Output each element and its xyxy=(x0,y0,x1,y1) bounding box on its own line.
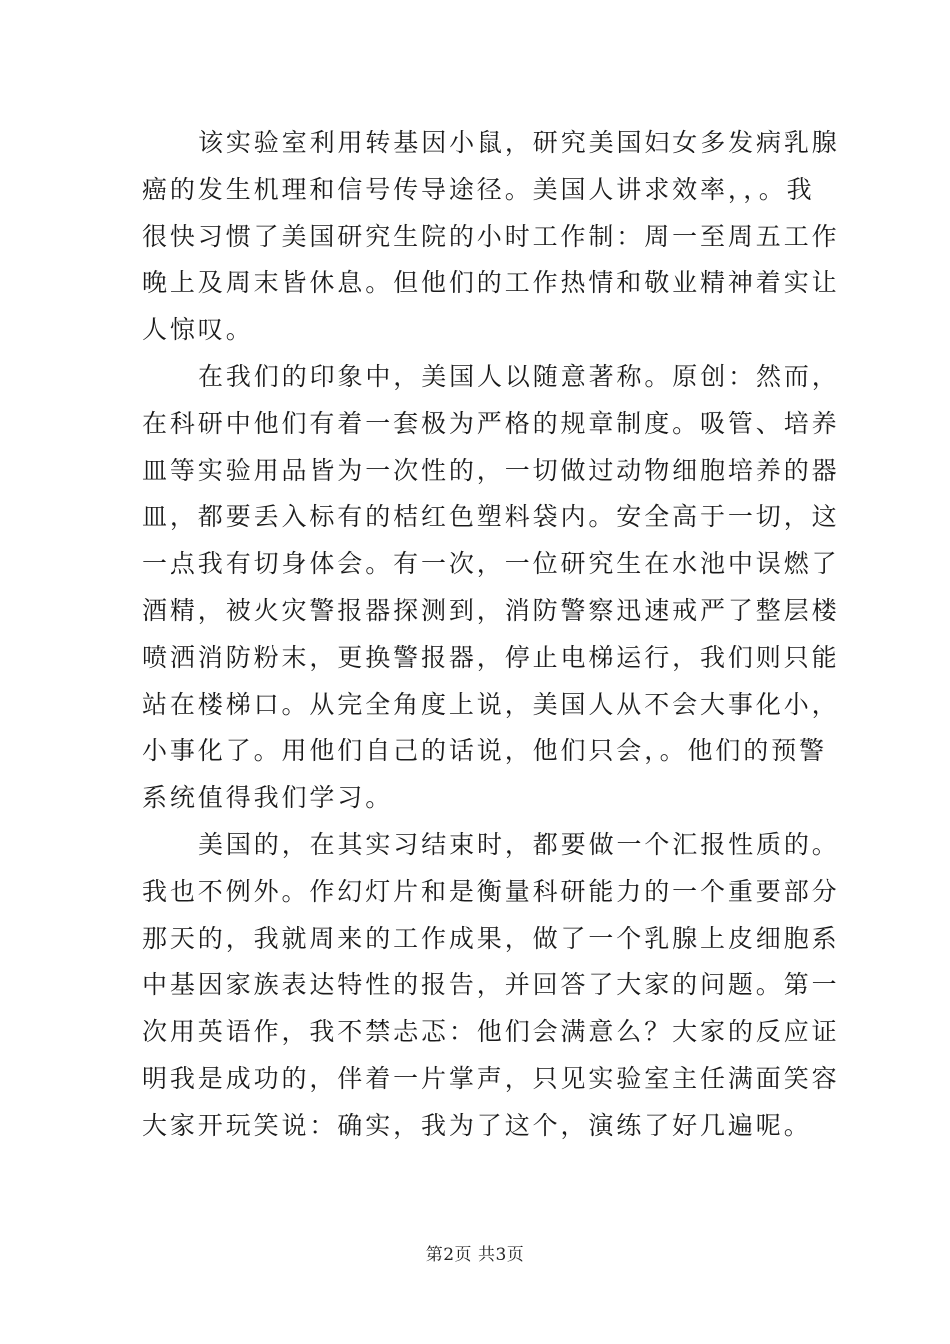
text-line: 那天的，我就周来的工作成果，做了一个乳腺上皮细胞系 xyxy=(142,923,840,953)
text-line: 一点我有切身体会。有一次，一位研究生在水池中误燃了 xyxy=(142,549,840,579)
text-line: 我也不例外。作幻灯片和是衡量科研能力的一个重要部分 xyxy=(142,876,840,906)
text-line: 癌的发生机理和信号传导途径。美国人讲求效率，，。我 xyxy=(142,174,815,204)
page-number-footer: 第2页 共3页 xyxy=(425,1245,525,1265)
text-line: 该实验室利用转基因小鼠，研究美国妇女多发病乳腺 xyxy=(198,128,840,157)
text-line: 晚上及周末皆休息。但他们的工作热情和敬业精神着实让 xyxy=(142,268,840,298)
text-line: 酒精，被火灾警报器探测到，消防警察迅速戒严了整层楼 xyxy=(142,595,840,625)
text-line: 皿，都要丢入标有的桔红色塑料袋内。安全高于一切，这 xyxy=(142,502,840,532)
text-line: 皿等实验用品皆为一次性的，一切做过动物细胞培养的器 xyxy=(142,455,840,485)
text-line: 人惊叹。 xyxy=(142,315,254,345)
text-line: 大家开玩笑说：确实，我为了这个，演练了好几遍呢。 xyxy=(142,1110,812,1140)
text-line: 在科研中他们有着一套极为严格的规章制度。吸管、培养 xyxy=(142,408,840,438)
text-line: 系统值得我们学习。 xyxy=(142,783,394,813)
document-body xyxy=(142,120,840,1150)
text-line: 喷洒消防粉末，更换警报器，停止电梯运行，我们则只能 xyxy=(142,642,840,672)
text-line: 次用英语作，我不禁忐忑：他们会满意么？大家的反应证 xyxy=(142,1017,840,1047)
text-line: 明我是成功的，伴着一片掌声，只见实验室主任满面笑容 xyxy=(142,1063,840,1093)
text-line: 站在楼梯口。从完全角度上说，美国人从不会大事化小， xyxy=(142,689,840,719)
text-line: 美国的，在其实习结束时，都要做一个汇报性质的。 xyxy=(198,829,840,859)
text-line: 很快习惯了美国研究生院的小时工作制：周一至周五工作 xyxy=(142,221,840,251)
text-line: 小事化了。用他们自己的话说，他们只会，。他们的预警 xyxy=(142,736,828,766)
text-line: 中基因家族表达特性的报告，并回答了大家的问题。第一 xyxy=(142,970,840,1000)
text-line: 在我们的印象中，美国人以随意著称。原创：然而， xyxy=(198,361,840,391)
